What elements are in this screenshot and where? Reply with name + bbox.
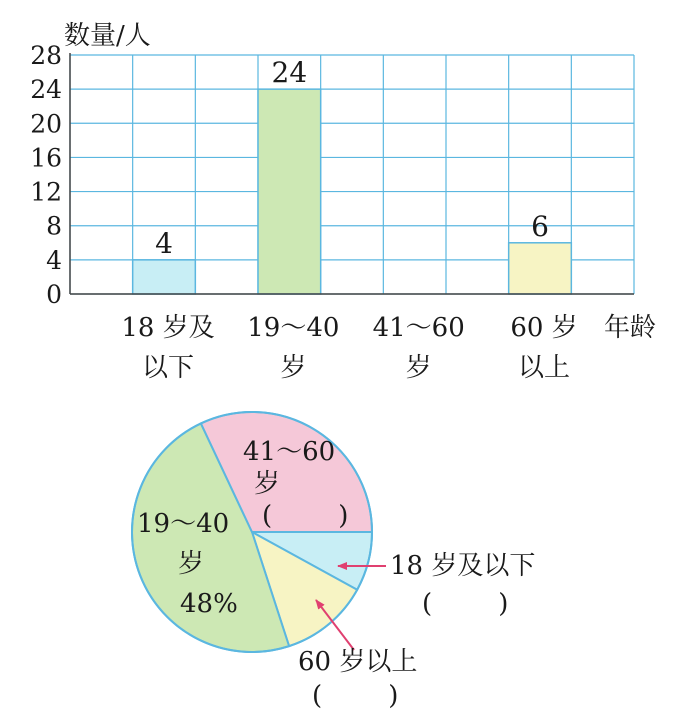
- y-tick-label: 20: [30, 109, 62, 139]
- bar-value-label: 4: [155, 226, 173, 260]
- slice-label-19-40-percent: 48%: [180, 589, 238, 619]
- x-axis-label: 年龄: [604, 313, 657, 343]
- callout-60-above-blank: ( ): [312, 681, 399, 711]
- bar: [258, 89, 321, 294]
- x-tick-label: 60 岁: [510, 313, 578, 343]
- bar: [133, 260, 196, 294]
- y-tick-label: 8: [46, 211, 62, 241]
- x-tick-label: 岁: [405, 353, 432, 383]
- slice-label-41-60-line1: 41～60: [243, 437, 336, 467]
- bar-chart: [30, 21, 656, 383]
- x-tick-label: 18 岁及: [121, 313, 215, 343]
- slice-label-41-60-blank: ( ): [262, 501, 349, 531]
- x-tick-label: 19～40: [247, 313, 340, 343]
- y-tick-label: 4: [46, 245, 62, 275]
- x-tick-label: 以上: [517, 353, 571, 383]
- y-tick-label: 24: [30, 75, 62, 105]
- x-tick-label: 岁: [280, 353, 307, 383]
- slice-label-19-40-line2: 岁: [178, 549, 205, 579]
- callout-18-below-blank: ( ): [422, 589, 509, 619]
- y-tick-label: 0: [46, 280, 62, 309]
- pie-chart: [132, 412, 535, 711]
- y-tick-label: 12: [30, 177, 62, 207]
- slice-label-41-60-line2: 岁: [254, 469, 281, 499]
- y-tick-label: 16: [30, 143, 62, 173]
- bar-value-label: 24: [271, 56, 308, 90]
- x-tick-label: 41～60: [372, 313, 465, 343]
- slice-label-19-40-line1: 19～40: [137, 509, 230, 539]
- bar: [509, 243, 572, 294]
- callout-18-below-line1: 18 岁及以下: [390, 551, 536, 581]
- bar-value-label: 6: [531, 209, 549, 243]
- x-tick-labels: [121, 313, 577, 383]
- x-tick-label: 以下: [141, 353, 195, 383]
- y-tick-labels: [30, 41, 62, 309]
- callout-60-above-line1: 60 岁以上: [298, 647, 418, 677]
- y-axis-label: 数量/人: [64, 21, 151, 51]
- y-tick-label: 28: [30, 41, 62, 70]
